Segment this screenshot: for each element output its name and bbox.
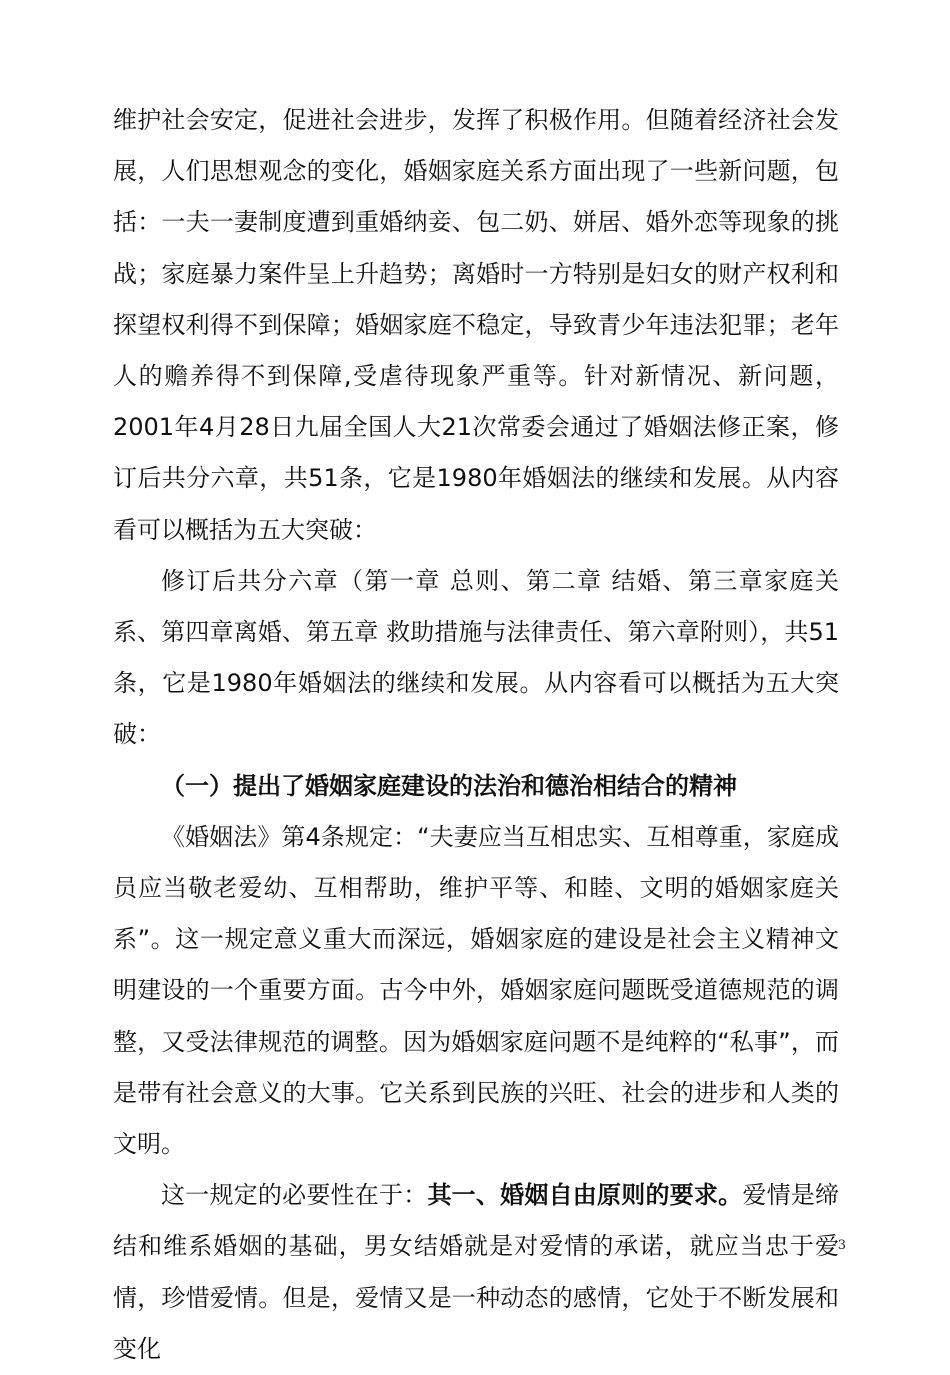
paragraph-chapter-summary: 修订后共分六章（第一章 总则、第二章 结婚、第三章家庭关系、第四章离婚、第五章 救助措施与法律责任、第六章附则），共51条，它是1980年婚姻法的继续和发展。从内容看可以概括为五大突破： (113, 566, 839, 749)
paragraph-necessity (113, 1170, 839, 1375)
paragraph-article-four: 《婚姻法》第4条规定：“夫妻应当互相忠实、互相尊重，家庭成员应当敬老爱幼、互相帮助，维护平等、和睦、文明的婚姻家庭关系”。这一规定意义重大而深远，婚姻家庭的建设是社会主义精神文明建设的一个重要方面。古今中外，婚姻家庭问题既受道德规范的调整，又受法律规范的调整。因为婚姻家庭问题不是纯粹的“私事”，而是带有社会意义的大事。它关系到民族的兴旺、社会的进步和人类的文明。 (113, 822, 839, 1159)
document-body (113, 95, 839, 1375)
paragraph-necessity-bold-point: 其一、婚姻自由原则的要求。 (427, 1181, 743, 1210)
paragraph-necessity-rest: 爱情是缔结和维系婚姻的基础，男女结婚就是对爱情的承诺，就应当忠于爱情，珍惜爱情。但是，爱情又是一种动态的感情，它处于不断发展和变化 (113, 1181, 840, 1363)
section-heading-one: （一）提出了婚姻家庭建设的法治和德治相结合的精神 (161, 771, 737, 800)
paragraph-intro-continued: 维护社会安定，促进社会进步，发挥了积极作用。但随着经济社会发展，人们思想观念的变化，婚姻家庭关系方面出现了一些新问题，包括：一夫一妻制度遭到重婚纳妾、包二奶、姘居、婚外恋等现象的挑战；家庭暴力案件呈上升趋势；离婚时一方特别是妇女的财产权利和探望权利得不到保障；婚姻家庭不稳定，导致青少年违法犯罪；老年人的赡养得不到保障,受虐待现象严重等。针对新情况、新问题，2001年4月28日九届全国人大21次常委会通过了婚姻法修正案，修订后共分六章，共51条，它是1980年婚姻法的继续和发展。从内容看可以概括为五大突破： (113, 106, 839, 544)
paragraph-necessity-lead: 这一规定的必要性在于： (161, 1181, 428, 1210)
page-number: 3 (837, 1238, 846, 1253)
